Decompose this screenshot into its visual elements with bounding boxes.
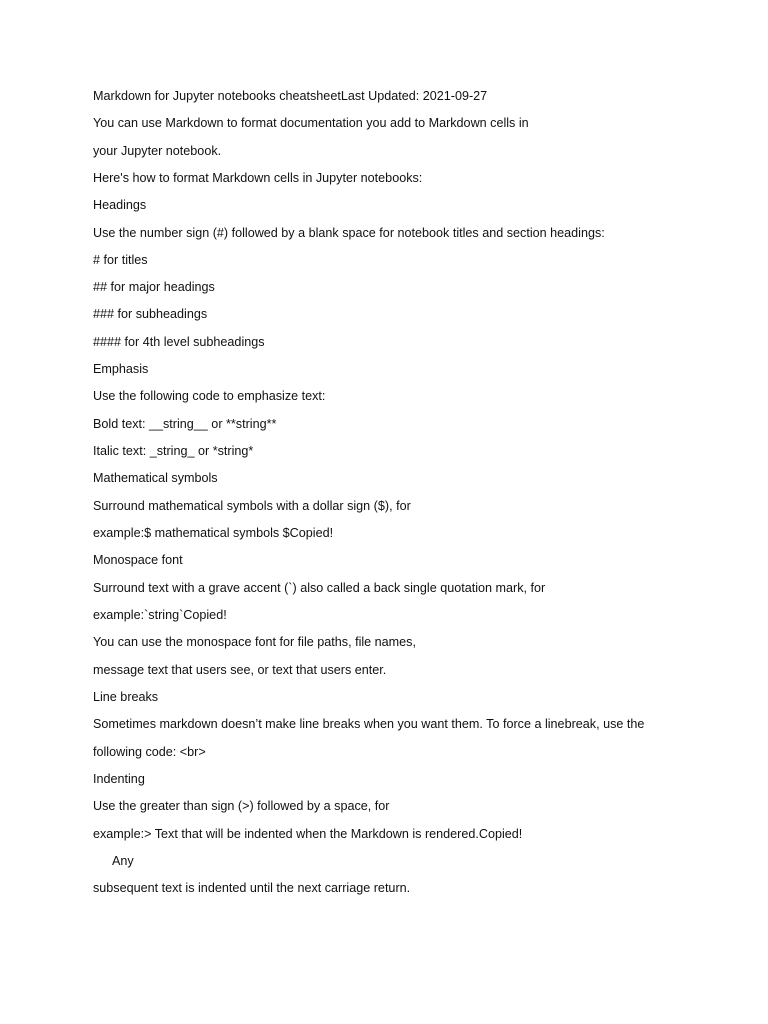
section-text-line: subsequent text is indented until the next carriage return. <box>93 881 411 895</box>
document-title: Markdown for Jupyter notebooks cheatsheetLast Updated: 2021-09-27 <box>93 89 488 103</box>
section-text-line: Surround mathematical symbols with a dollar sign ($), for <box>93 499 411 513</box>
section-heading-mathematical-symbols: Mathematical symbols <box>93 471 218 485</box>
section-text-line: example:> Text that will be indented when the Markdown is rendered.Copied! <box>93 827 523 841</box>
indented-text-line: Any <box>112 854 134 868</box>
emphasis-example-line: Bold text: __string__ or **string** <box>93 417 277 431</box>
section-heading-line-breaks: Line breaks <box>93 690 159 704</box>
section-text-line: example:$ mathematical symbols $Copied! <box>93 526 334 540</box>
section-heading-indenting: Indenting <box>93 772 145 786</box>
heading-example-line: # for titles <box>93 253 148 267</box>
section-heading-emphasis: Emphasis <box>93 362 149 376</box>
heading-example-line: ## for major headings <box>93 280 215 294</box>
section-text-line: example:`string`Copied! <box>93 608 227 622</box>
intro-text-line: You can use Markdown to format documentation you add to Markdown cells in <box>93 116 529 130</box>
section-text-line: message text that users see, or text that users enter. <box>93 663 387 677</box>
section-text-line: Use the following code to emphasize text: <box>93 389 326 403</box>
intro-text-line: Here's how to format Markdown cells in Jupyter notebooks: <box>93 171 423 185</box>
section-text-line: You can use the monospace font for file paths, file names, <box>93 635 416 649</box>
heading-example-line: #### for 4th level subheadings <box>93 335 265 349</box>
section-text-line: Use the greater than sign (>) followed by a space, for <box>93 799 390 813</box>
emphasis-example-line: Italic text: _string_ or *string* <box>93 444 254 458</box>
section-heading-monospace-font: Monospace font <box>93 553 183 567</box>
intro-text-line: your Jupyter notebook. <box>93 144 222 158</box>
section-text-line: Use the number sign (#) followed by a blank space for notebook titles and section headings: <box>93 226 605 240</box>
section-text-line: Surround text with a grave accent (`) also called a back single quotation mark, for <box>93 581 546 595</box>
heading-example-line: ### for subheadings <box>93 307 208 321</box>
section-heading-headings: Headings <box>93 198 147 212</box>
section-text-line: following code: <br> <box>93 745 206 759</box>
section-text-line: Sometimes markdown doesn’t make line breaks when you want them. To force a linebreak, use the <box>93 717 645 731</box>
